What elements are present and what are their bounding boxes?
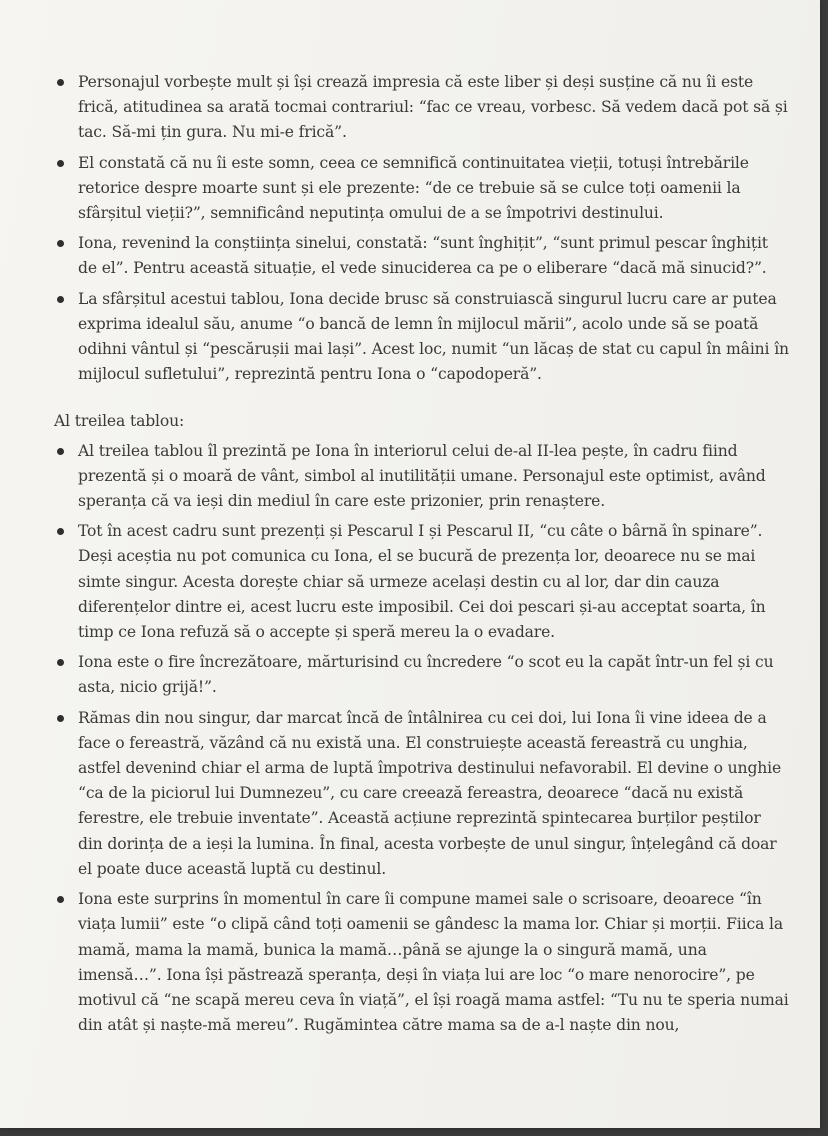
- bullet-icon: [57, 528, 64, 535]
- list-item-text: Rămas din nou singur, dar marcat încă de întâlnirea cu cei doi, lui Iona îi vine ideea de a face o fereastră, văzând că nu există una. El construiește această fereastră cu unghia, astfel devenind chiar el arma de luptă împotriva destinului nefavorabil. El devine o unghie “ca de la piciorul lui Dumnezeu”, cu care creează fereastra, deoarece “dacă nu există ferestre, ele trebuie inventate”. Această acțiune reprezintă spintecarea burților peștilor din dorința de a ieși la lumina. În final, acesta vorbește de unul singur, înțelegând că doar el poate duce această luptă cu destinul.: [78, 708, 782, 878]
- list-item: [54, 519, 789, 645]
- list-item-text: Tot în acest cadru sunt prezenți și Pescarul I și Pescarul II, “cu câte o bârnă în spinare”. Deși aceștia nu pot comunica cu Iona, el se bucură de prezența lor, deoarece nu se mai simte singur. Acesta dorește chiar să urmeze același destin cu al lor, dar din cauza diferențelor dintre ei, acest lucru este imposibil. Cei doi pescari și-au acceptat soarta, în timp ce Iona refuză să o accepte și speră mereu la o evadare.: [78, 522, 766, 642]
- list-item: [54, 151, 789, 227]
- list-item-text: Iona este surprins în momentul în care îi compune mamei sale o scrisoare, deoarece “în viața lumii” este “o clipă când toți oamenii se gândesc la mama lor. Chiar și morții. Fiica la mamă, mama la mamă, bunica la mamă…până se ajunge la o singură mamă, una imensă…”. Iona își păstrează speranța, deși în viața lui are loc “o mare nenorocire”, pe motivul că “ne scapă mereu ceva în viață”, el își roagă mama astfel: “Tu nu te speria numai din atât și naște-mă mereu”. Rugămintea către mama sa de a-l naște din nou,: [78, 890, 789, 1035]
- list-item: [54, 650, 789, 700]
- list-item: [54, 439, 789, 515]
- list-item: [54, 887, 789, 1038]
- bullet-icon: [57, 160, 64, 167]
- list-item-text: El constată că nu îi este somn, ceea ce semnifică continuitatea vieții, totuși întrebările retorice despre moarte sunt și ele prezente: “de ce trebuie să se culce toți oamenii la sfârșitul vieții?”, semnificând neputința omului de a se împotrivi destinului.: [78, 153, 749, 223]
- list-item-text: Al treilea tablou îl prezintă pe Iona în interiorul celui de-al II-lea pește, în cadru fiind prezentă și o moară de vânt, simbol al inutilității umane. Personajul este optimist, având speranța că va ieși din mediul în care este prizonier, prin renaștere.: [78, 441, 766, 511]
- list-item-text: Personajul vorbește mult și își crează impresia că este liber și deși susține că nu îi este frică, atitudinea sa arată tocmai contrariul: “fac ce vreau, vorbesc. Să vedem dacă pot să și tac. Să-mi țin gura. Nu mi-e frică”.: [78, 73, 788, 142]
- bullet-icon: [57, 448, 64, 455]
- bullet-icon: [57, 240, 64, 247]
- bullet-icon: [57, 79, 64, 86]
- bullet-icon: [57, 659, 64, 666]
- bullet-list-tablou-3: [54, 439, 789, 1039]
- list-item: [54, 287, 789, 388]
- list-item: [54, 70, 789, 146]
- list-item: [54, 706, 789, 882]
- bullet-icon: [57, 715, 64, 722]
- section-heading: Al treilea tablou:: [54, 412, 185, 431]
- list-item: [54, 231, 789, 281]
- bullet-icon: [57, 296, 64, 303]
- list-item-text: Iona este o fire încrezătoare, mărturisind cu încredere “o scot eu la capăt într-un fel și cu asta, nicio grijă!”.: [78, 653, 774, 697]
- list-item-text: La sfârșitul acestui tablou, Iona decide brusc să construiască singurul lucru care ar putea exprima idealul său, anume “o bancă de lemn în mijlocul mării”, acolo unde să se poată odihni vântul și “pescărușii mai lași”. Acest loc, numit “un lăcaș de stat cu capul în mâini în mijlocul sufletului”, reprezintă pentru Iona o “capodoperă”.: [78, 289, 789, 384]
- list-item-text: Iona, revenind la conștiința sinelui, constată: “sunt înghițit”, “sunt primul pescar înghițit de el”. Pentru această situație, el vede sinuciderea ca pe o eliberare “dacă mă sinucid?”.: [78, 234, 768, 278]
- bullet-list-tablou-2: [54, 70, 789, 387]
- bullet-icon: [57, 896, 64, 903]
- document-content: [54, 70, 789, 1043]
